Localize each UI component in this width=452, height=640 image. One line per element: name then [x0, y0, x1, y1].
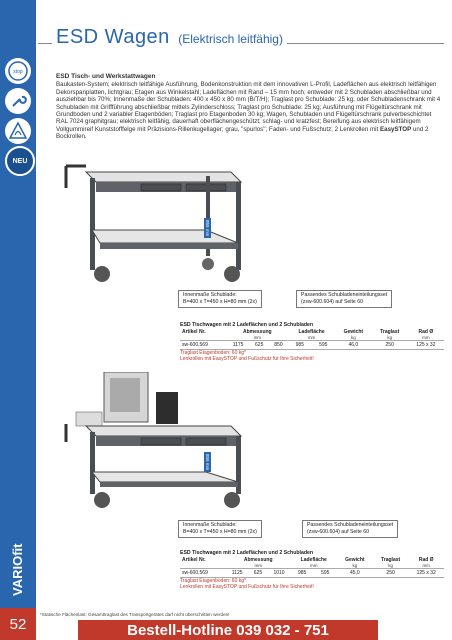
brand-logo — [4, 518, 32, 598]
drawer-note-2: Innenmaße Schublade: B=400 x T=450 x H=80 mm (2x) — [178, 520, 262, 538]
product-image-2 — [56, 372, 246, 517]
page-number: 52 — [0, 608, 36, 640]
sidebar — [0, 0, 36, 640]
svg-text:VARIOfit: VARIOfit — [10, 543, 25, 596]
table-row: sw-600.569 1175 625 850 985 595 46,0 250 125 x 32 — [180, 341, 444, 350]
description-heading: ESD Tisch- und Werkstattwagen — [56, 73, 156, 80]
spec-table-1: ESD Tischwagen mit 2 Ladeflächen und 2 Schubladen Artikel Nr. Abmessung Ladefläche Gewicht Traglast Rad Ø mm mm kg kg mm sw-600.569 1175 625 850 985 595 46,0 250 125 x 32 Traglast Etagenboden: 60 kg* Lenkrollen mit EasySTOP und Fußschutz für Ihre Sicherheit! — [180, 322, 444, 362]
divider-set-note-2: Passendes Schubladeneinteilungsset (zsw-600.604) auf Seite 60 — [302, 520, 398, 538]
product-description — [56, 73, 442, 141]
drawer-note-1: Innenmaße Schublade: B=400 x T=450 x H=80 mm (2x) — [178, 290, 262, 308]
height-label-2: 855 mm — [205, 454, 210, 471]
description-body: Baukasten-System; elektrisch leitfähige Ausführung, Bodenkonstruktion mit dem innovativen L-Profil, Ladeflächen aus elektrisch leitfähigen Dekorspanplatten, lichtgrau; Etagen aus Winkelstahl; Ladeflächen mit Rand – 15 mm hoch; entweder mit 2 Schubladen abschließbar und ausziehbar bis 70%; Innenmaße der Schubladen: 400 x 450 x 80 mm (B/T/H); Traglast pro Schublade: 25 kg, oder Schubladenschrank mit 4 Schubladen mit Griffführung abschließbar mittels Zylinderschloss; Traglast pro Schublade: 25 kg; Ausführung mit Flügeltürschrank mit Grundboden und 2 variabler Etagenböden; Traglast pro Etagenboden 30 kg; Wagen, Schubladen und Flügeltürschrank pulverbeschichtet RAL 7024 graphitgrau; elektrisch leitfähig, dauerhaft oberflächengeschützt; schlag- und kratzfest; Bereifung aus elektrisch leitfähigem Vollgummireif Kunststofffelge mit Präzisions-Rillenkugellager; grau, "spurlos"; Faden- und Fußschutz; 2 Lenkrollen mit EasySTOP und 2 Bockrollen. — [56, 81, 441, 141]
spec-table-2: ESD Tischwagen mit 2 Ladeflächen und 2 Schubladen Artikel Nr. Abmessung Ladefläche Gewicht Traglast Rad Ø mm mm kg kg mm sw-600.569 1125 625 1010 985 595 45,0 250 125 x 32 Traglast Etagenboden: 60 kg* Lenkrollen mit EasySTOP und Fußschutz für Ihre Sicherheit! — [180, 550, 444, 590]
table-caption: ESD Tischwagen mit 2 Ladeflächen und 2 Schubladen — [180, 550, 314, 556]
esd-icon — [5, 118, 31, 144]
easystop-icon — [5, 58, 31, 84]
order-hotline: Bestell-Hotline 039 032 - 751 — [78, 620, 378, 640]
table-caption: ESD Tischwagen mit 2 Ladeflächen und 2 Schubladen — [180, 322, 314, 328]
wrench-icon — [5, 88, 31, 114]
divider-set-note-1: Passendes Schubladeneinteilungsset (zsw-600.604) auf Seite 60 — [296, 290, 392, 308]
title-sub: (Elektrisch leitfähig) — [178, 32, 283, 46]
product-image-1 — [56, 148, 246, 293]
page-title — [52, 26, 287, 49]
title-main: ESD Wagen — [56, 26, 170, 48]
height-label-1: 855 mm — [205, 220, 210, 237]
new-badge: NEU — [5, 146, 35, 176]
svg-text:stop: stop — [13, 69, 23, 75]
footnote: *Statische Flächenlast; Gesamttraglast des Transportgerätes darf nicht überschritten werden! — [40, 612, 230, 617]
table-row: sw-600.569 1125 625 1010 985 595 45,0 250 125 x 32 — [180, 569, 444, 578]
